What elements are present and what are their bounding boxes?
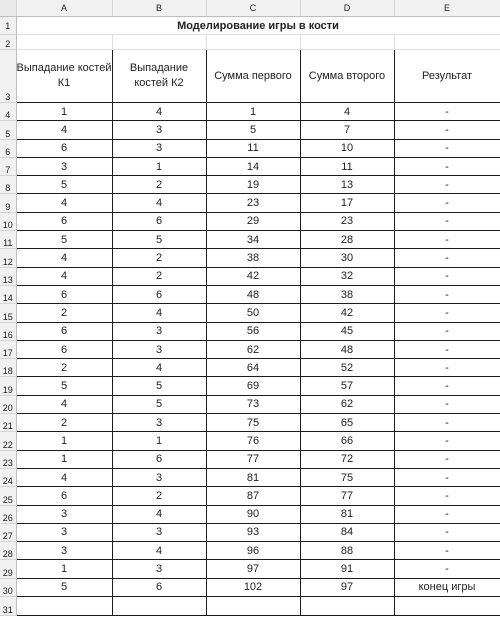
cell-result[interactable]: - — [394, 505, 500, 523]
cell-result[interactable]: - — [394, 304, 500, 322]
row-header[interactable]: 11 — [0, 231, 16, 249]
cell-sum-second[interactable]: 72 — [300, 450, 394, 468]
column-header-d[interactable]: D — [300, 0, 394, 17]
cell-result[interactable]: - — [394, 542, 500, 560]
cell-die-2[interactable]: 3 — [112, 468, 206, 486]
table-row — [0, 176, 500, 194]
cell-die-2[interactable]: 5 — [112, 395, 206, 413]
cell-result[interactable]: - — [394, 249, 500, 267]
cell-sum-first[interactable]: 14 — [206, 157, 300, 175]
cell-result[interactable]: - — [394, 176, 500, 194]
cell-die-1[interactable]: 5 — [16, 578, 112, 596]
cell-sum-second[interactable]: 10 — [300, 139, 394, 157]
table-row — [0, 304, 500, 322]
cell-die-2[interactable]: 1 — [112, 157, 206, 175]
cell-die-1[interactable]: 5 — [16, 377, 112, 395]
cell-sum-second[interactable]: 84 — [300, 523, 394, 541]
table-row — [0, 121, 500, 139]
header-cell-sum-second[interactable]: Сумма второго — [300, 50, 394, 103]
row-header[interactable]: 14 — [0, 285, 16, 303]
cell-sum-second[interactable]: 11 — [300, 157, 394, 175]
column-header-c[interactable]: C — [206, 0, 300, 17]
cell-sum-first[interactable]: 50 — [206, 304, 300, 322]
cell[interactable] — [394, 35, 500, 50]
cell-result[interactable]: - — [394, 377, 500, 395]
cell[interactable] — [394, 597, 500, 616]
cell-die-2[interactable]: 6 — [112, 578, 206, 596]
cell-die-1[interactable]: 2 — [16, 304, 112, 322]
cell-die-1[interactable]: 6 — [16, 340, 112, 358]
table-row — [0, 377, 500, 395]
cell-sum-second[interactable]: 23 — [300, 212, 394, 230]
row-header[interactable]: 28 — [0, 542, 16, 560]
cell-sum-second[interactable]: 52 — [300, 359, 394, 377]
cell-die-1[interactable]: 3 — [16, 542, 112, 560]
cell-sum-first[interactable]: 64 — [206, 359, 300, 377]
cell[interactable] — [300, 35, 394, 50]
cell-result[interactable]: - — [394, 157, 500, 175]
cell-sum-first[interactable]: 69 — [206, 377, 300, 395]
cell-sum-second[interactable]: 38 — [300, 285, 394, 303]
table-row — [0, 322, 500, 340]
cell[interactable] — [112, 35, 206, 50]
cell-die-2[interactable]: 2 — [112, 249, 206, 267]
table-row — [0, 450, 500, 468]
cell-result[interactable]: конец игры — [394, 578, 500, 596]
cell-die-1[interactable]: 6 — [16, 139, 112, 157]
cell-die-1[interactable]: 5 — [16, 176, 112, 194]
cell-sum-second[interactable]: 4 — [300, 103, 394, 121]
row-header[interactable]: 24 — [0, 468, 16, 486]
row-header[interactable]: 27 — [0, 523, 16, 541]
cell-sum-first[interactable]: 19 — [206, 176, 300, 194]
cell-die-1[interactable]: 6 — [16, 285, 112, 303]
cell[interactable] — [206, 35, 300, 50]
table-row — [0, 157, 500, 175]
cell-sum-second[interactable]: 75 — [300, 468, 394, 486]
cell-sum-first[interactable]: 62 — [206, 340, 300, 358]
table-row — [0, 139, 500, 157]
cell-result[interactable]: - — [394, 523, 500, 541]
row-header[interactable]: 6 — [0, 139, 16, 157]
cell-sum-second[interactable]: 7 — [300, 121, 394, 139]
cell-sum-first[interactable]: 77 — [206, 450, 300, 468]
cell-result[interactable]: - — [394, 560, 500, 578]
sheet-row — [0, 17, 500, 35]
cell-result[interactable]: - — [394, 395, 500, 413]
cell-result[interactable]: - — [394, 212, 500, 230]
cell-sum-second[interactable]: 66 — [300, 432, 394, 450]
table-row — [0, 578, 500, 596]
cell-die-1[interactable]: 1 — [16, 103, 112, 121]
cell-sum-second[interactable]: 42 — [300, 304, 394, 322]
cell-result[interactable]: - — [394, 432, 500, 450]
cell-die-2[interactable]: 4 — [112, 304, 206, 322]
row-header[interactable]: 22 — [0, 432, 16, 450]
cell-die-2[interactable]: 1 — [112, 432, 206, 450]
cell-die-2[interactable]: 4 — [112, 542, 206, 560]
cell-die-1[interactable]: 3 — [16, 523, 112, 541]
table-row-empty — [0, 597, 500, 616]
cell-result[interactable]: - — [394, 285, 500, 303]
cell-sum-first[interactable]: 42 — [206, 267, 300, 285]
cell-sum-first[interactable]: 93 — [206, 523, 300, 541]
table-row — [0, 359, 500, 377]
row-header[interactable]: 23 — [0, 450, 16, 468]
cell-die-2[interactable]: 2 — [112, 487, 206, 505]
row-header[interactable]: 25 — [0, 487, 16, 505]
cell-die-2[interactable]: 4 — [112, 505, 206, 523]
cell-result[interactable]: - — [394, 121, 500, 139]
worksheet-body — [0, 17, 500, 616]
cell-die-2[interactable]: 6 — [112, 285, 206, 303]
row-header[interactable]: 17 — [0, 340, 16, 358]
table-row — [0, 285, 500, 303]
table-row — [0, 395, 500, 413]
cell-die-2[interactable]: 3 — [112, 560, 206, 578]
row-header[interactable]: 16 — [0, 322, 16, 340]
cell-result[interactable]: - — [394, 340, 500, 358]
cell-die-2[interactable]: 4 — [112, 103, 206, 121]
row-header[interactable]: 12 — [0, 249, 16, 267]
column-header-row — [0, 0, 500, 17]
select-all-corner[interactable] — [0, 0, 16, 17]
row-header[interactable]: 13 — [0, 267, 16, 285]
row-header[interactable]: 3 — [0, 50, 16, 103]
table-row — [0, 103, 500, 121]
cell-sum-first[interactable]: 87 — [206, 487, 300, 505]
table-row — [0, 523, 500, 541]
cell-sum-first[interactable]: 102 — [206, 578, 300, 596]
cell-die-1[interactable]: 2 — [16, 359, 112, 377]
cell-result[interactable]: - — [394, 414, 500, 432]
table-row — [0, 231, 500, 249]
row-header[interactable]: 9 — [0, 194, 16, 212]
table-row — [0, 212, 500, 230]
cell-sum-first[interactable]: 81 — [206, 468, 300, 486]
sheet-row — [0, 35, 500, 50]
column-header-a[interactable]: A — [16, 0, 112, 17]
table-row — [0, 432, 500, 450]
cell-die-2[interactable]: 5 — [112, 231, 206, 249]
cell-sum-first[interactable]: 73 — [206, 395, 300, 413]
header-cell-result[interactable]: Результат — [394, 50, 500, 103]
cell-sum-first[interactable]: 75 — [206, 414, 300, 432]
cell-result[interactable]: - — [394, 194, 500, 212]
cell-sum-second[interactable]: 45 — [300, 322, 394, 340]
row-header[interactable]: 21 — [0, 414, 16, 432]
cell-sum-first[interactable]: 56 — [206, 322, 300, 340]
table-row — [0, 542, 500, 560]
cell-die-1[interactable]: 1 — [16, 432, 112, 450]
cell-die-1[interactable]: 2 — [16, 414, 112, 432]
cell-die-1[interactable]: 4 — [16, 249, 112, 267]
cell-sum-first[interactable]: 5 — [206, 121, 300, 139]
row-header[interactable]: 20 — [0, 395, 16, 413]
cell-die-1[interactable]: 1 — [16, 450, 112, 468]
cell-sum-second[interactable]: 30 — [300, 249, 394, 267]
cell-result[interactable]: - — [394, 231, 500, 249]
cell-sum-second[interactable]: 48 — [300, 340, 394, 358]
cell-sum-first[interactable]: 23 — [206, 194, 300, 212]
cell-sum-first[interactable]: 48 — [206, 285, 300, 303]
cell-sum-second[interactable]: 65 — [300, 414, 394, 432]
cell-die-2[interactable]: 6 — [112, 450, 206, 468]
table-row — [0, 267, 500, 285]
row-header[interactable]: 18 — [0, 359, 16, 377]
cell-sum-second[interactable]: 57 — [300, 377, 394, 395]
cell-die-2[interactable]: 6 — [112, 212, 206, 230]
cell-sum-first[interactable]: 11 — [206, 139, 300, 157]
row-header[interactable]: 8 — [0, 176, 16, 194]
cell-result[interactable]: - — [394, 450, 500, 468]
cell-result[interactable]: - — [394, 267, 500, 285]
table-row — [0, 468, 500, 486]
table-row — [0, 560, 500, 578]
cell-sum-first[interactable]: 29 — [206, 212, 300, 230]
cell-die-1[interactable]: 4 — [16, 194, 112, 212]
row-header[interactable]: 4 — [0, 103, 16, 121]
cell-sum-second[interactable]: 17 — [300, 194, 394, 212]
row-header[interactable]: 2 — [0, 35, 16, 50]
cell-sum-first[interactable]: 1 — [206, 103, 300, 121]
cell-die-1[interactable]: 4 — [16, 121, 112, 139]
row-header[interactable]: 5 — [0, 121, 16, 139]
cell-die-2[interactable]: 3 — [112, 340, 206, 358]
cell-sum-first[interactable]: 90 — [206, 505, 300, 523]
cell-sum-second[interactable]: 91 — [300, 560, 394, 578]
cell-sum-first[interactable]: 96 — [206, 542, 300, 560]
cell-sum-second[interactable]: 62 — [300, 395, 394, 413]
row-header[interactable]: 19 — [0, 377, 16, 395]
row-header[interactable]: 31 — [0, 597, 16, 616]
cell-die-1[interactable]: 3 — [16, 505, 112, 523]
column-header-b[interactable]: B — [112, 0, 206, 17]
cell-die-1[interactable]: 6 — [16, 487, 112, 505]
cell-die-1[interactable]: 4 — [16, 395, 112, 413]
cell-result[interactable]: - — [394, 487, 500, 505]
cell-die-1[interactable]: 6 — [16, 212, 112, 230]
cell-result[interactable]: - — [394, 139, 500, 157]
cell-result[interactable]: - — [394, 359, 500, 377]
cell-die-2[interactable]: 3 — [112, 414, 206, 432]
table-header-row — [0, 50, 500, 103]
sheet-title-cell[interactable]: Моделирование игры в кости — [16, 17, 500, 35]
table-row — [0, 194, 500, 212]
row-header[interactable]: 15 — [0, 304, 16, 322]
table-row — [0, 505, 500, 523]
cell[interactable] — [206, 597, 300, 616]
cell-die-2[interactable]: 5 — [112, 377, 206, 395]
cell-die-1[interactable]: 1 — [16, 560, 112, 578]
cell-die-2[interactable]: 2 — [112, 176, 206, 194]
cell[interactable] — [300, 597, 394, 616]
table-row — [0, 249, 500, 267]
cell-sum-second[interactable]: 77 — [300, 487, 394, 505]
header-cell-die-2[interactable]: Выпадание костей К2 — [112, 50, 206, 103]
cell-sum-second[interactable]: 32 — [300, 267, 394, 285]
cell-die-1[interactable]: 5 — [16, 231, 112, 249]
cell-die-2[interactable]: 2 — [112, 267, 206, 285]
cell-sum-second[interactable]: 97 — [300, 578, 394, 596]
row-header[interactable]: 1 — [0, 17, 16, 35]
cell-sum-first[interactable]: 34 — [206, 231, 300, 249]
row-header[interactable]: 10 — [0, 212, 16, 230]
cell-result[interactable]: - — [394, 322, 500, 340]
cell[interactable] — [16, 35, 112, 50]
table-row — [0, 414, 500, 432]
cell[interactable] — [16, 597, 112, 616]
cell-die-2[interactable]: 3 — [112, 322, 206, 340]
cell-die-2[interactable]: 3 — [112, 523, 206, 541]
cell-sum-first[interactable]: 97 — [206, 560, 300, 578]
cell-sum-second[interactable]: 81 — [300, 505, 394, 523]
column-header-e[interactable]: E — [394, 0, 500, 17]
cell-sum-first[interactable]: 76 — [206, 432, 300, 450]
cell-sum-second[interactable]: 88 — [300, 542, 394, 560]
cell-die-1[interactable]: 4 — [16, 267, 112, 285]
cell-die-2[interactable]: 3 — [112, 121, 206, 139]
cell-die-1[interactable]: 6 — [16, 322, 112, 340]
table-row — [0, 340, 500, 358]
cell-sum-second[interactable]: 28 — [300, 231, 394, 249]
header-cell-die-1[interactable]: Выпадание костей К1 — [16, 50, 112, 103]
header-cell-sum-first[interactable]: Сумма первого — [206, 50, 300, 103]
row-header[interactable]: 7 — [0, 157, 16, 175]
cell[interactable] — [112, 597, 206, 616]
cell-die-1[interactable]: 3 — [16, 157, 112, 175]
cell-sum-second[interactable]: 13 — [300, 176, 394, 194]
cell-die-2[interactable]: 4 — [112, 194, 206, 212]
row-header[interactable]: 30 — [0, 578, 16, 596]
cell-die-2[interactable]: 4 — [112, 359, 206, 377]
row-header[interactable]: 29 — [0, 560, 16, 578]
cell-result[interactable]: - — [394, 468, 500, 486]
cell-die-2[interactable]: 3 — [112, 139, 206, 157]
cell-sum-first[interactable]: 38 — [206, 249, 300, 267]
row-header[interactable]: 26 — [0, 505, 16, 523]
cell-die-1[interactable]: 4 — [16, 468, 112, 486]
table-row — [0, 487, 500, 505]
cell-result[interactable]: - — [394, 103, 500, 121]
